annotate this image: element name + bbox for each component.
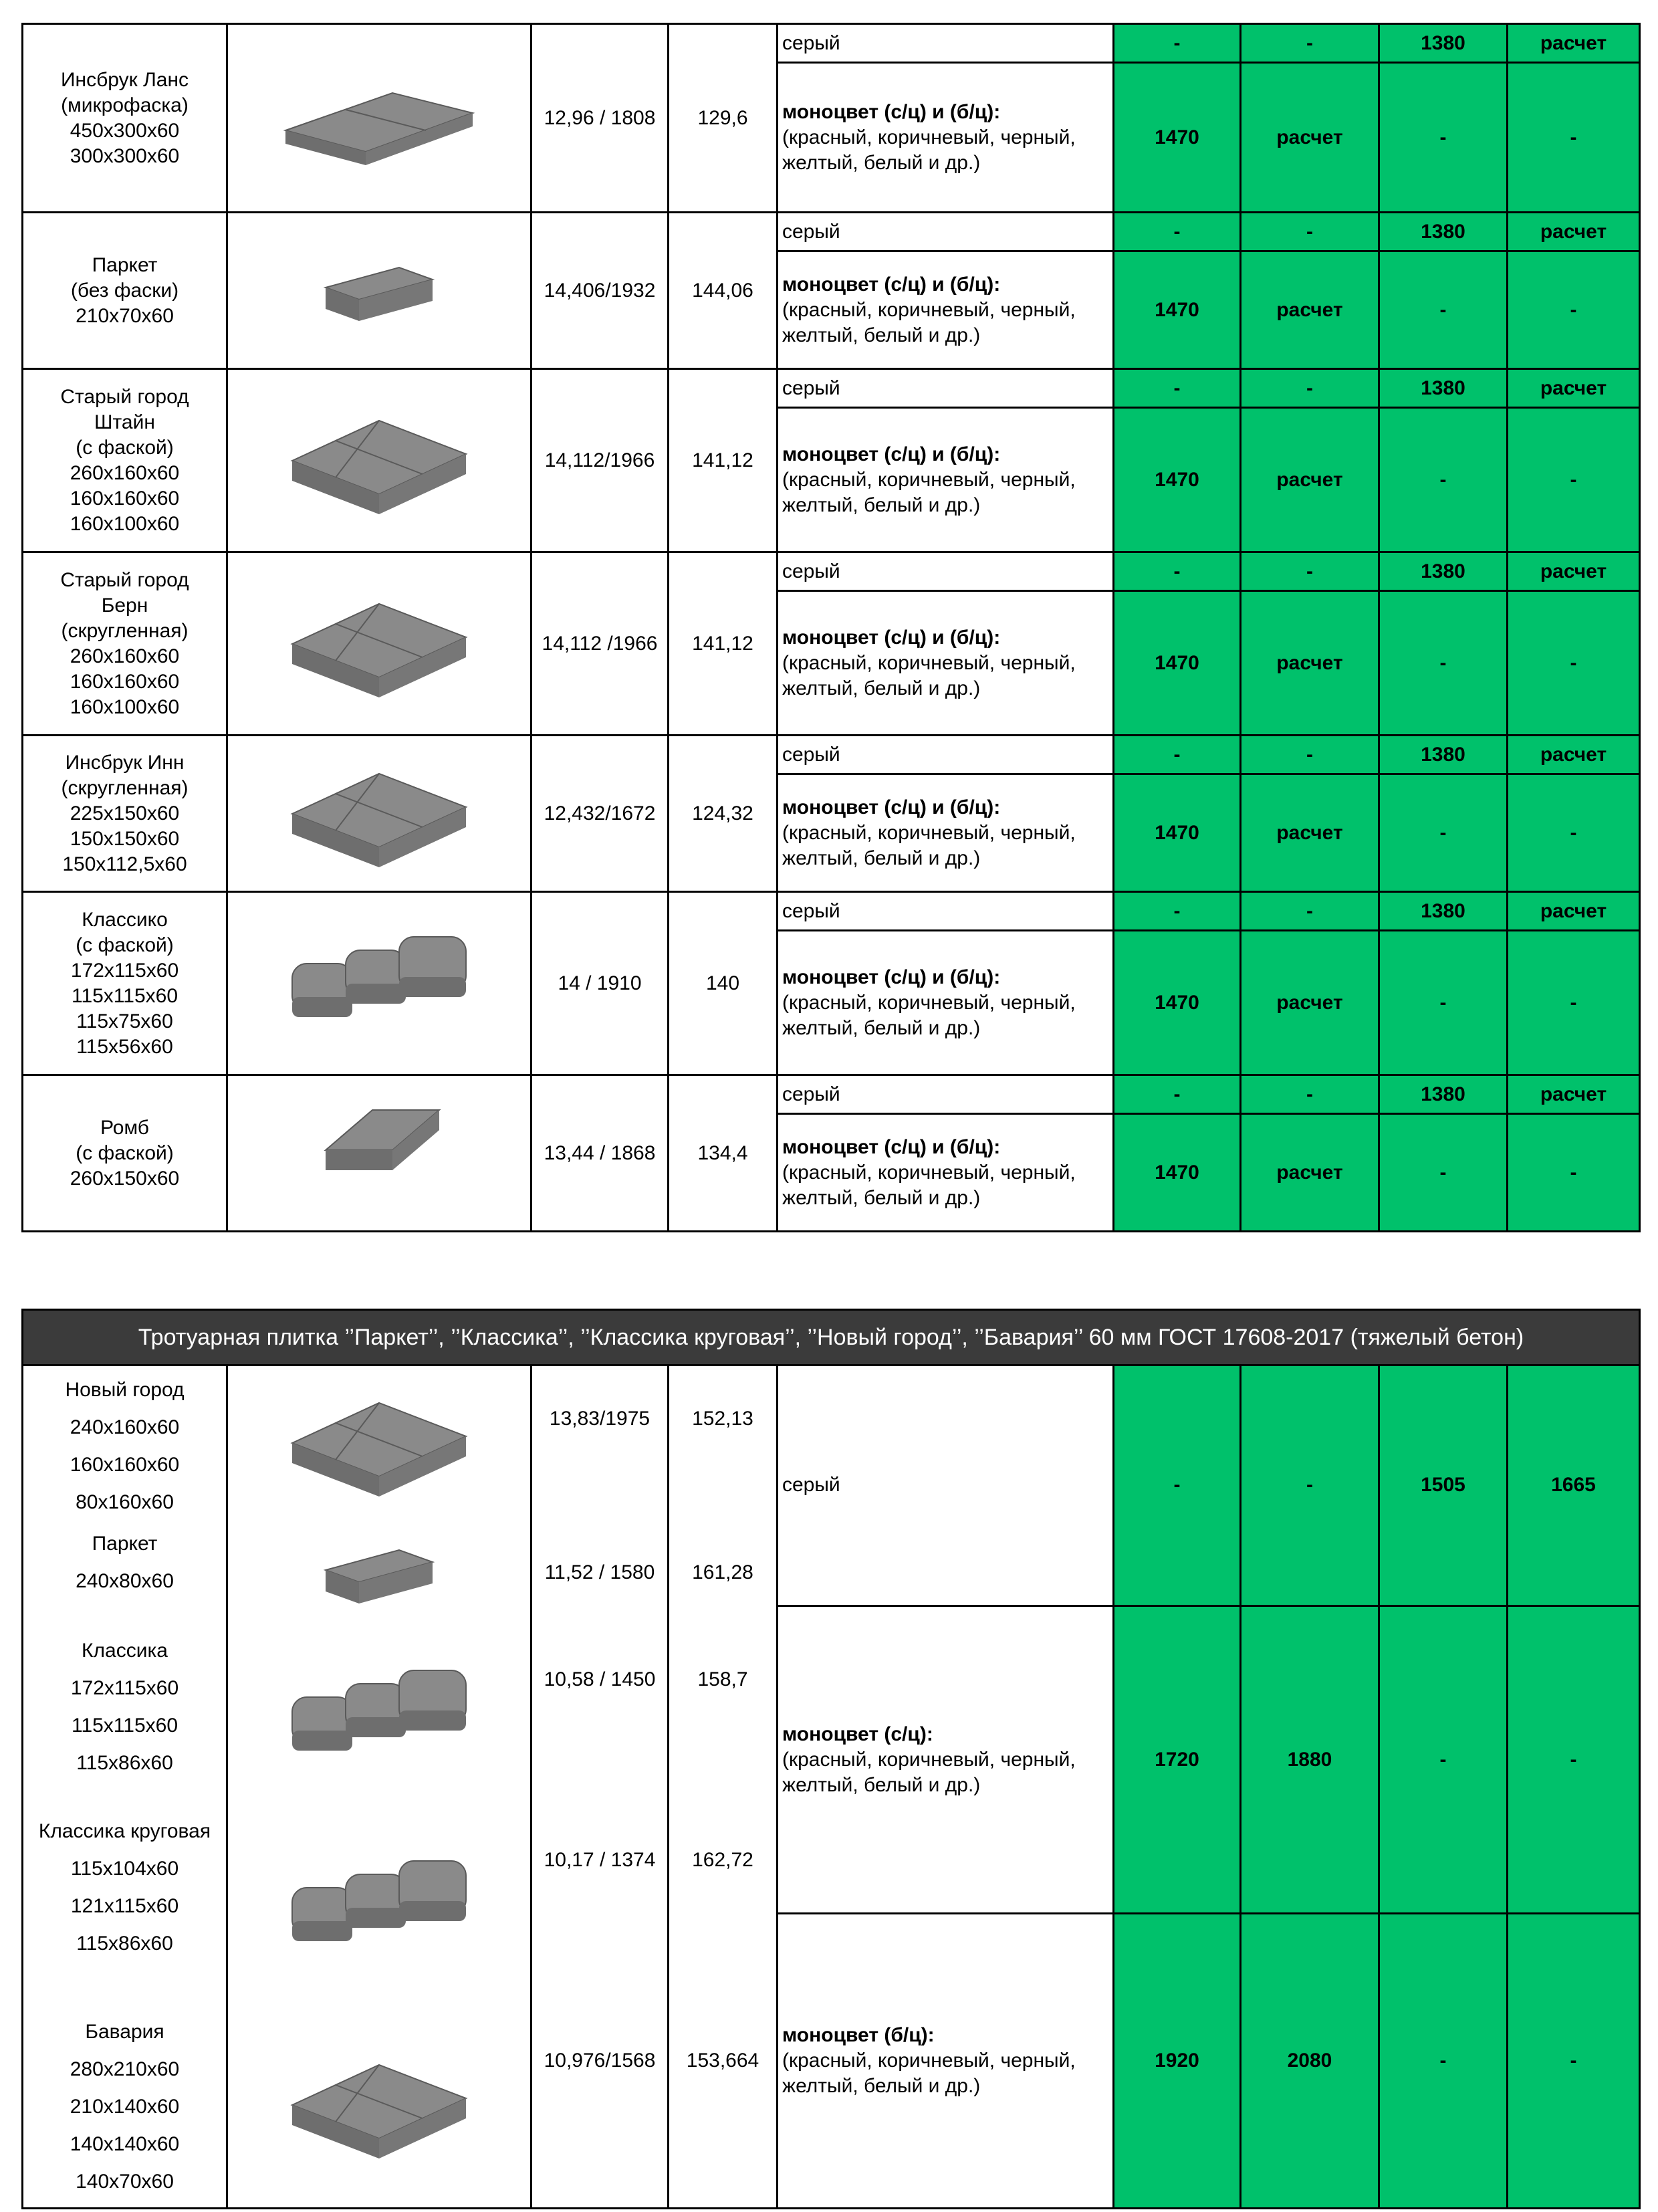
price-table-2 — [21, 1309, 1641, 2209]
price-cell: - — [1508, 251, 1640, 369]
area-value: 13,83/1975 — [549, 1408, 650, 1430]
product-name-cell — [23, 369, 227, 552]
weight-value: 162,72 — [692, 1849, 753, 1871]
product-size: 280х210х60 — [70, 2058, 180, 2080]
product-name: Новый город — [65, 1379, 185, 1401]
product-name-line: 160х100х60 — [70, 695, 180, 718]
rhomb-paver-icon — [228, 1097, 530, 1210]
price-cell: расчет — [1241, 931, 1379, 1075]
price-cell: 1380 — [1379, 892, 1508, 931]
product-name-line: Инсбрук Инн — [65, 751, 185, 774]
price-cell: - — [1114, 892, 1241, 931]
price-cell: - — [1114, 1075, 1241, 1114]
product-image-cell — [227, 736, 531, 892]
color-desc-mono-cement: моноцвет (с/ц): (красный, коричневый, черный, желтый, белый и др.) — [778, 1606, 1114, 1914]
product-name-line: 172х115х60 — [70, 959, 179, 982]
product-image-cell — [227, 24, 531, 213]
product-size: 140х140х60 — [70, 2133, 180, 2155]
mono-heading: моноцвет (с/ц) и (б/ц): — [782, 626, 1001, 649]
price-cell: 1470 — [1114, 408, 1241, 552]
color-desc-mono — [778, 774, 1114, 892]
price-cell: - — [1241, 736, 1379, 774]
price-cell: расчет — [1241, 251, 1379, 369]
mono-list: (красный, коричневый, черный, желтый, белый и др.) — [782, 821, 1076, 869]
weight-cell: 141,12 — [669, 552, 778, 736]
product-block — [23, 1371, 226, 1525]
product-name-line: (микрофаска) — [61, 94, 189, 116]
area-value: 10,58 / 1450 — [544, 1668, 656, 1690]
product-name: Бавария — [85, 2021, 164, 2043]
price-cell: - — [1508, 1914, 1640, 2209]
inn-paver-set-icon — [228, 740, 530, 887]
price-cell: 1470 — [1114, 63, 1241, 213]
parquet-paver-icon — [299, 1523, 459, 1624]
color-desc-gray: серый — [778, 213, 1114, 251]
product-name-line: Штайн — [94, 411, 155, 433]
product-name-cell — [23, 892, 227, 1075]
price-cell: - — [1508, 591, 1640, 736]
color-desc-gray: серый — [778, 369, 1114, 408]
price-cell: расчет — [1241, 1114, 1379, 1232]
product-name-line: (скругленная) — [61, 776, 189, 799]
price-cell: - — [1508, 774, 1640, 892]
product-images-cell — [227, 1365, 531, 2209]
area-column-cell — [531, 1365, 669, 2209]
price-cell: 2080 — [1241, 1914, 1379, 2209]
price-cell: 1470 — [1114, 931, 1241, 1075]
brick-paver-icon — [228, 241, 530, 341]
price-cell: расчет — [1508, 369, 1640, 408]
price-cell: - — [1508, 1114, 1640, 1232]
product-name-line: 300х300х60 — [70, 144, 180, 167]
color-desc-gray: серый — [778, 736, 1114, 774]
product-block — [23, 1525, 226, 1632]
weight-value: 158,7 — [697, 1668, 748, 1690]
price-cell: 1470 — [1114, 591, 1241, 736]
mono-heading: моноцвет (с/ц): — [782, 1723, 933, 1745]
price-cell: - — [1508, 931, 1640, 1075]
price-cell: расчет — [1241, 63, 1379, 213]
product-size: 115х115х60 — [71, 1715, 179, 1737]
price-cell: - — [1241, 1075, 1379, 1114]
product-name-line: 160х100х60 — [70, 512, 180, 535]
product-size: 240х80х60 — [76, 1570, 174, 1592]
color-desc-mono — [778, 63, 1114, 213]
price-cell: расчет — [1508, 892, 1640, 931]
mono-list: (красный, коричневый, черный, желтый, белый и др.) — [782, 651, 1076, 699]
product-name-line: 150х150х60 — [70, 827, 180, 850]
price-cell: 1380 — [1379, 24, 1508, 63]
mono-list: (красный, коричневый, черный, желтый, белый и др.) — [782, 468, 1076, 516]
product-image-cell — [227, 552, 531, 736]
mono-list: (красный, коричневый, черный, желтый, белый и др.) — [782, 1161, 1076, 1209]
product-image-cell — [227, 369, 531, 552]
price-cell: - — [1379, 591, 1508, 736]
stein-paver-set-icon — [228, 387, 530, 534]
product-size: 172х115х60 — [70, 1677, 179, 1699]
product-name-cell — [23, 213, 227, 369]
product-size: 115х86х60 — [76, 1932, 173, 1955]
mono-heading: моноцвет (с/ц) и (б/ц): — [782, 443, 1001, 465]
price-cell: 1470 — [1114, 1114, 1241, 1232]
price-cell: - — [1114, 736, 1241, 774]
price-cell: - — [1241, 369, 1379, 408]
product-name-line: 210х70х60 — [76, 304, 174, 327]
price-cell: расчет — [1508, 1075, 1640, 1114]
mono-heading: моноцвет (с/ц) и (б/ц): — [782, 796, 1001, 818]
color-desc-gray: серый — [778, 552, 1114, 591]
price-cell: расчет — [1241, 591, 1379, 736]
weight-cell: 144,06 — [669, 213, 778, 369]
weight-cell: 141,12 — [669, 369, 778, 552]
price-cell: расчет — [1241, 408, 1379, 552]
price-cell: расчет — [1241, 774, 1379, 892]
mono-list: (красный, коричневый, черный, желтый, белый и др.) — [782, 126, 1076, 174]
weight-value: 153,664 — [686, 2050, 759, 2072]
price-table-1 — [21, 23, 1641, 1232]
price-cell: - — [1379, 251, 1508, 369]
color-desc-gray: серый — [778, 24, 1114, 63]
area-cell: 14,406/1932 — [531, 213, 669, 369]
price-cell: 1470 — [1114, 774, 1241, 892]
color-desc-gray: серый — [778, 892, 1114, 931]
product-size: 160х160х60 — [70, 1454, 180, 1476]
price-cell: - — [1114, 552, 1241, 591]
price-cell: - — [1379, 1606, 1508, 1914]
color-desc-mono — [778, 251, 1114, 369]
price-cell: - — [1114, 213, 1241, 251]
mono-heading: моноцвет (с/ц) и (б/ц): — [782, 100, 1001, 123]
price-cell: - — [1241, 1365, 1379, 1606]
product-name: Классика круговая — [38, 1820, 211, 1842]
table-row — [23, 369, 1640, 408]
product-name-line: 260х150х60 — [70, 1167, 180, 1190]
product-name-line: 260х160х60 — [70, 645, 180, 667]
product-name-line: Старый город — [60, 385, 189, 408]
price-cell: расчет — [1508, 213, 1640, 251]
color-desc-gray: серый — [778, 1365, 1114, 1606]
price-cell: 1880 — [1241, 1606, 1379, 1914]
price-cell: 1380 — [1379, 552, 1508, 591]
product-name-line: Ромб — [100, 1116, 149, 1139]
product-size: 115х104х60 — [70, 1858, 179, 1880]
product-names-cell — [23, 1365, 227, 2209]
table-title: Тротуарная плитка ’’Паркет’’, ’’Классика’’, ’’Классика круговая’’, ’’Новый город’’, ’’Бавария’’ 60 мм ГОСТ 17608-2017 (тяжелый бетон) — [23, 1310, 1640, 1365]
table-row — [23, 552, 1640, 591]
price-cell: - — [1241, 24, 1379, 63]
price-cell: расчет — [1508, 24, 1640, 63]
table-row — [23, 736, 1640, 774]
weight-cell: 124,32 — [669, 736, 778, 892]
product-name-line: 160х160х60 — [70, 670, 180, 693]
table-row — [23, 892, 1640, 931]
product-name-line: Старый город — [60, 568, 189, 591]
product-name-line: (с фаской) — [76, 436, 174, 459]
weight-column-cell — [669, 1365, 778, 2209]
weight-cell: 129,6 — [669, 24, 778, 213]
product-name-cell — [23, 24, 227, 213]
price-cell: - — [1114, 24, 1241, 63]
classic-round-paver-set-icon — [279, 1834, 479, 1981]
area-cell: 13,44 / 1868 — [531, 1075, 669, 1232]
price-cell: - — [1379, 1114, 1508, 1232]
color-desc-mono — [778, 931, 1114, 1075]
price-cell: расчет — [1508, 552, 1640, 591]
color-desc-mono — [778, 408, 1114, 552]
product-image-cell — [227, 1075, 531, 1232]
price-cell: 1665 — [1508, 1365, 1640, 1606]
product-name-line: 260х160х60 — [70, 461, 180, 484]
product-block — [23, 1813, 226, 2013]
table-row — [23, 213, 1640, 251]
product-size: 115х86х60 — [76, 1752, 173, 1774]
color-desc-mono-white-cement: моноцвет (б/ц): (красный, коричневый, черный, желтый, белый и др.) — [778, 1914, 1114, 2209]
product-name-line: 450х300х60 — [70, 119, 180, 142]
product-size: 240х160х60 — [70, 1416, 180, 1438]
mono-heading: моноцвет (с/ц) и (б/ц): — [782, 966, 1001, 988]
price-cell: 1380 — [1379, 369, 1508, 408]
area-cell: 14,112/1966 — [531, 369, 669, 552]
product-block — [23, 1632, 226, 1813]
weight-value: 161,28 — [692, 1561, 753, 1583]
product-image-cell — [227, 213, 531, 369]
area-cell: 14 / 1910 — [531, 892, 669, 1075]
price-cell: - — [1379, 408, 1508, 552]
price-cell: 1920 — [1114, 1914, 1241, 2209]
table-row — [23, 1075, 1640, 1114]
weight-cell: 134,4 — [669, 1075, 778, 1232]
area-cell: 12,96 / 1808 — [531, 24, 669, 213]
bavaria-paver-set-icon — [279, 2031, 479, 2179]
price-cell: - — [1241, 213, 1379, 251]
product-name-line: (без фаски) — [70, 279, 179, 302]
bern-paver-set-icon — [228, 570, 530, 717]
product-name-line: 150х112,5х60 — [62, 853, 187, 875]
product-name-line: Инсбрук Ланс — [60, 68, 189, 91]
color-desc-mono — [778, 591, 1114, 736]
mono-list: (красный, коричневый, черный, желтый, белый и др.) — [782, 991, 1076, 1039]
table-row — [23, 24, 1640, 63]
product-name-line: Паркет — [92, 253, 158, 276]
weight-value: 152,13 — [692, 1408, 753, 1430]
product-name-line: Классико — [82, 908, 168, 931]
two-slab-pavers-icon — [228, 51, 530, 185]
product-name-line: 115х115х60 — [71, 984, 179, 1007]
product-name-cell — [23, 552, 227, 736]
price-cell: - — [1241, 552, 1379, 591]
price-cell: 1380 — [1379, 736, 1508, 774]
product-name-cell — [23, 1075, 227, 1232]
product-name-line: (с фаской) — [76, 933, 174, 956]
price-cell: - — [1114, 369, 1241, 408]
product-name-line: 115х56х60 — [76, 1035, 173, 1058]
product-name: Паркет — [92, 1533, 158, 1555]
mono-heading: моноцвет (б/ц): — [782, 2024, 935, 2047]
product-image-cell — [227, 892, 531, 1075]
price-cell: - — [1379, 774, 1508, 892]
price-cell: - — [1379, 931, 1508, 1075]
area-cell: 12,432/1672 — [531, 736, 669, 892]
price-cell: 1470 — [1114, 251, 1241, 369]
area-cell: 14,112 /1966 — [531, 552, 669, 736]
mono-heading: моноцвет (с/ц) и (б/ц): — [782, 273, 1001, 296]
price-cell: - — [1379, 63, 1508, 213]
mono-list: (красный, коричневый, черный, желтый, белый и др.) — [782, 298, 1076, 346]
price-cell: - — [1241, 892, 1379, 931]
price-cell: 1720 — [1114, 1606, 1241, 1914]
weight-cell: 140 — [669, 892, 778, 1075]
area-value: 10,17 / 1374 — [544, 1849, 656, 1871]
new-city-paver-set-icon — [279, 1369, 479, 1517]
price-cell: - — [1508, 408, 1640, 552]
price-cell: 1380 — [1379, 213, 1508, 251]
color-desc-gray: серый — [778, 1075, 1114, 1114]
product-name-line: 225х150х60 — [70, 802, 180, 824]
area-value: 11,52 / 1580 — [544, 1561, 655, 1583]
product-name-line: 160х160х60 — [70, 487, 180, 510]
price-cell: - — [1508, 63, 1640, 213]
price-cell: - — [1114, 1365, 1241, 1606]
product-size: 121х115х60 — [70, 1895, 179, 1917]
product-size: 80х160х60 — [76, 1491, 174, 1513]
product-block — [23, 2013, 226, 2207]
classic-paver-set-icon — [279, 1644, 479, 1791]
product-name-line: (с фаской) — [76, 1141, 174, 1164]
mono-heading: моноцвет (с/ц) и (б/ц): — [782, 1135, 1001, 1158]
product-size: 210х140х60 — [70, 2096, 180, 2118]
product-name: Классика — [82, 1640, 168, 1662]
product-name-cell — [23, 736, 227, 892]
price-cell: - — [1508, 1606, 1640, 1914]
classico-paver-set-icon — [228, 910, 530, 1057]
product-name-line: 115х75х60 — [76, 1010, 173, 1032]
area-value: 10,976/1568 — [544, 2050, 656, 2072]
product-name-line: Берн — [101, 594, 148, 617]
price-cell: 1505 — [1379, 1365, 1508, 1606]
price-cell: расчет — [1508, 736, 1640, 774]
price-cell: 1380 — [1379, 1075, 1508, 1114]
product-size: 140х70х60 — [76, 2171, 174, 2193]
price-cell: - — [1379, 1914, 1508, 2209]
product-name-line: (скругленная) — [61, 619, 189, 642]
color-desc-mono — [778, 1114, 1114, 1232]
